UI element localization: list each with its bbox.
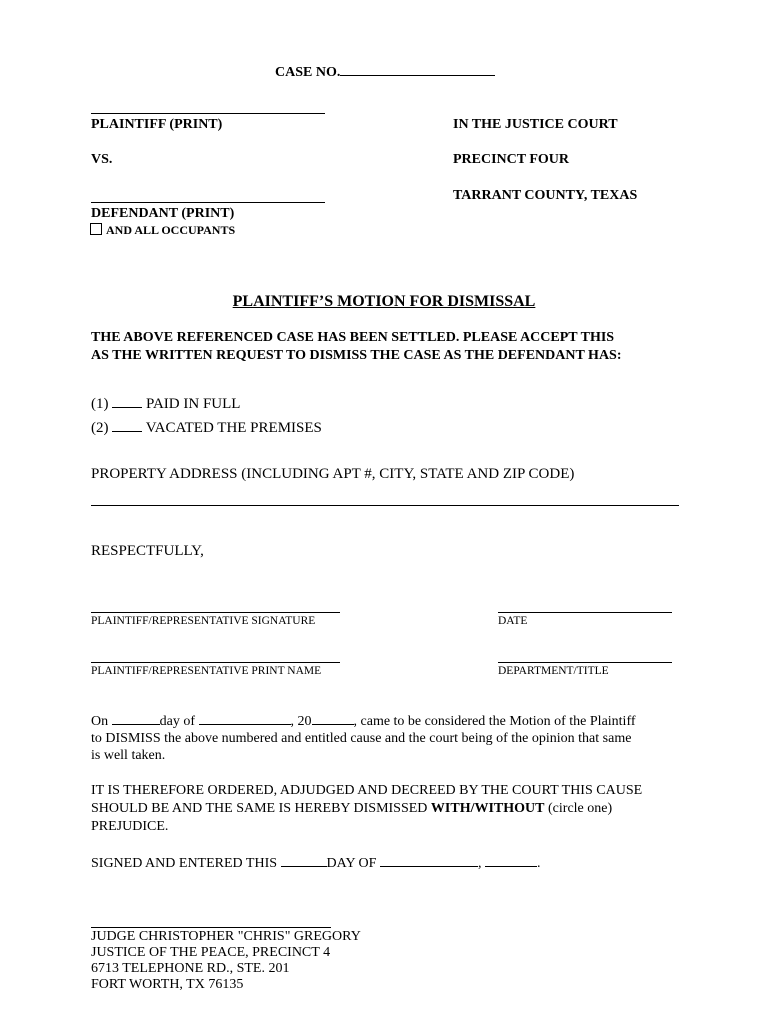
respectfully-label: RESPECTFULLY, bbox=[91, 543, 204, 559]
judge-title: JUSTICE OF THE PEACE, PRECINCT 4 bbox=[91, 945, 331, 960]
decree-line-3: PREJUDICE. bbox=[91, 819, 169, 834]
order-year-blank[interactable] bbox=[312, 712, 354, 725]
order-month-blank[interactable] bbox=[199, 712, 291, 725]
with-without-choice[interactable]: WITH/WITHOUT bbox=[430, 801, 545, 816]
court-line-1: IN THE JUSTICE COURT bbox=[453, 117, 618, 132]
property-address-field[interactable] bbox=[91, 505, 679, 506]
court-line-3: TARRANT COUNTY, TEXAS bbox=[453, 188, 638, 203]
paid-in-full-blank[interactable] bbox=[112, 395, 142, 408]
option-paid-in-full: (1) PAID IN FULL bbox=[91, 396, 241, 412]
vs-label: VS. bbox=[91, 152, 113, 167]
signature-label: PLAINTIFF/REPRESENTATIVE SIGNATURE bbox=[91, 615, 316, 627]
signature-field[interactable] bbox=[91, 612, 340, 613]
plaintiff-name-field[interactable] bbox=[91, 113, 325, 114]
decree-line-1: IT IS THEREFORE ORDERED, ADJUDGED AND DECREED BY THE COURT THIS CAUSE bbox=[91, 783, 643, 798]
intro-line-1: THE ABOVE REFERENCED CASE HAS BEEN SETTLED. PLEASE ACCEPT THIS bbox=[91, 330, 615, 345]
signed-day-blank[interactable] bbox=[281, 854, 327, 867]
judge-address-1: 6713 TELEPHONE RD., STE. 201 bbox=[91, 961, 290, 976]
signed-year-blank[interactable] bbox=[485, 854, 537, 867]
case-no-field[interactable] bbox=[340, 63, 495, 76]
defendant-name-field[interactable] bbox=[91, 202, 325, 203]
department-label: DEPARTMENT/TITLE bbox=[498, 665, 609, 677]
print-name-label: PLAINTIFF/REPRESENTATIVE PRINT NAME bbox=[91, 665, 322, 677]
print-name-field[interactable] bbox=[91, 662, 340, 663]
vacated-blank[interactable] bbox=[112, 419, 142, 432]
intro-line-2: AS THE WRITTEN REQUEST TO DISMISS THE CASE AS THE DEFENDANT HAS: bbox=[91, 348, 622, 363]
order-day-blank[interactable] bbox=[112, 712, 160, 725]
property-address-label: PROPERTY ADDRESS (INCLUDING APT #, CITY, STATE AND ZIP CODE) bbox=[91, 466, 575, 482]
order-line-2: to DISMISS the above numbered and entitled cause and the court being of the opinion that same bbox=[91, 731, 632, 746]
signed-entered-line: SIGNED AND ENTERED THIS DAY OF , . bbox=[91, 856, 541, 871]
date-label: DATE bbox=[498, 615, 528, 627]
case-no-label: CASE NO. bbox=[275, 63, 495, 81]
decree-line-2: SHOULD BE AND THE SAME IS HEREBY DISMISSED WITH/WITHOUT (circle one) bbox=[91, 801, 613, 816]
department-field[interactable] bbox=[498, 662, 672, 663]
date-field[interactable] bbox=[498, 612, 672, 613]
all-occupants-checkbox[interactable] bbox=[90, 223, 102, 235]
defendant-label: DEFENDANT (PRINT) bbox=[91, 206, 235, 221]
judge-address-2: FORT WORTH, TX 76135 bbox=[91, 977, 244, 992]
court-line-2: PRECINCT FOUR bbox=[453, 152, 570, 167]
judge-name: JUDGE CHRISTOPHER "CHRIS" GREGORY bbox=[91, 929, 361, 944]
order-line-3: is well taken. bbox=[91, 748, 166, 763]
plaintiff-label: PLAINTIFF (PRINT) bbox=[91, 117, 223, 132]
option-vacated: (2) VACATED THE PREMISES bbox=[91, 420, 322, 436]
document-title: PLAINTIFF’S MOTION FOR DISMISSAL bbox=[232, 293, 536, 310]
order-line-1: On day of , 20 , came to be considered the Motion of the Plaintiff bbox=[91, 714, 636, 729]
signed-month-blank[interactable] bbox=[380, 854, 478, 867]
judge-signature-field[interactable] bbox=[91, 927, 331, 928]
all-occupants-label: AND ALL OCCUPANTS bbox=[106, 223, 236, 237]
